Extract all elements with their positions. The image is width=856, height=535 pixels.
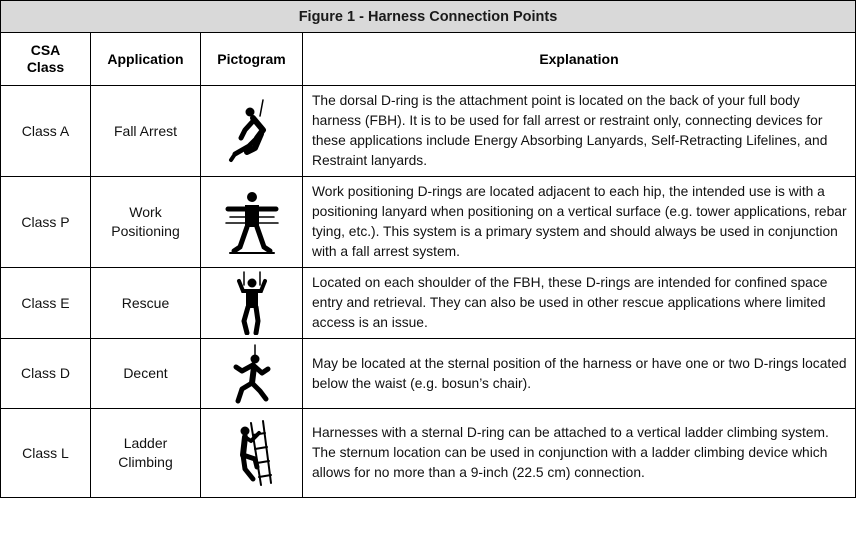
header-explanation: Explanation (303, 33, 856, 86)
row-application: Fall Arrest (91, 86, 201, 177)
row-application: Ladder Climbing (91, 409, 201, 498)
row-class: Class L (1, 409, 91, 498)
header-application: Application (91, 33, 201, 86)
header-pictogram: Pictogram (201, 33, 303, 86)
row-pictogram (201, 86, 303, 177)
row-explanation: Harnesses with a sternal D-ring can be attached to a vertical ladder climbing system. The sternum location can be used in conjunction with a ladder climbing device which allows for no more than a 9-inch (22.5 cm) connection. (303, 409, 856, 498)
row-pictogram (201, 177, 303, 268)
row-class: Class D (1, 339, 91, 409)
table-row (1, 86, 856, 177)
table-row (1, 268, 856, 339)
row-application: Work Positioning (91, 177, 201, 268)
rescue-figure-icon (231, 271, 273, 335)
row-explanation: May be located at the sternal position of the harness or have one or two D-rings located below the waist (e.g. bosun’s chair). (303, 339, 856, 409)
row-class: Class A (1, 86, 91, 177)
row-pictogram (201, 339, 303, 409)
row-explanation: The dorsal D-ring is the attachment point is located on the back of your full body harness (FBH). It is to be used for fall arrest or restraint only, connecting devices for these applications include Energy Absorbing Lanyards, Self-Retracting Lifelines, and Restraint lanyards. (303, 86, 856, 177)
work-positioning-figure-icon (224, 189, 280, 255)
ladder-climbing-figure-icon (229, 419, 275, 487)
descent-figure-icon (230, 343, 274, 405)
row-pictogram (201, 268, 303, 339)
row-class: Class E (1, 268, 91, 339)
table-header-row (1, 33, 856, 86)
table-row (1, 339, 856, 409)
header-csa-class: CSA Class (1, 33, 91, 86)
table-title-row (1, 1, 856, 33)
row-class: Class P (1, 177, 91, 268)
row-explanation: Located on each shoulder of the FBH, these D-rings are intended for confined space entry and retrieval. They can also be used in other rescue applications where limited access is an issue. (303, 268, 856, 339)
row-explanation: Work positioning D-rings are located adjacent to each hip, the intended use is with a positioning lanyard when positioning on a vertical surface (e.g. tower applications, rebar tying, etc.). This system is a primary system and should always be used in conjunction with a fall arrest system. (303, 177, 856, 268)
row-application: Decent (91, 339, 201, 409)
row-pictogram (201, 409, 303, 498)
table-row (1, 177, 856, 268)
table-row (1, 409, 856, 498)
table-title: Figure 1 - Harness Connection Points (1, 1, 856, 33)
row-application: Rescue (91, 268, 201, 339)
fall-arrest-figure-icon (227, 98, 277, 164)
